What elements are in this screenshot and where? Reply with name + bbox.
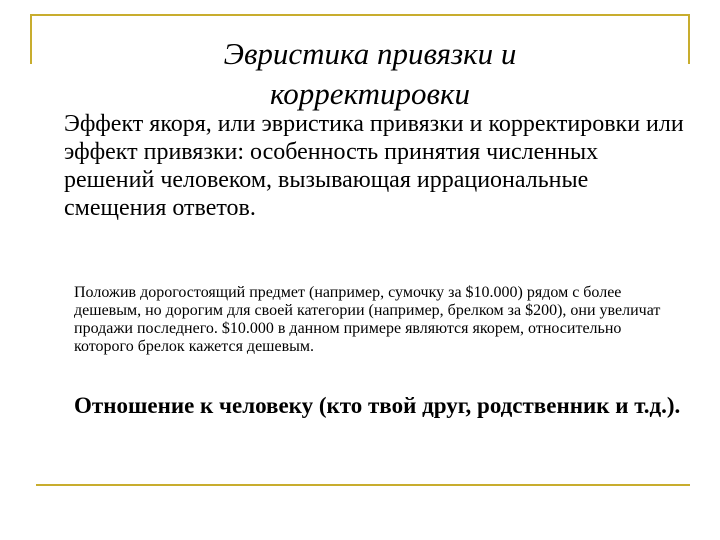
frame-top-line	[30, 14, 690, 16]
emphasis-text: Отношение к человеку (кто твой друг, родственник и т.д.).	[74, 393, 681, 418]
definition-text: Эффект якоря, или эвристика привязки и корректировки или эффект привязки: особенность принятия численных решений человеком, вызывающая иррациональные смещения ответов.	[64, 111, 684, 221]
frame-left-line	[30, 14, 32, 64]
slide-title: Эвристика привязки и корректировки	[223, 36, 517, 111]
example-text: Положив дорогостоящий предмет (например, сумочку за $10.000) рядом с более дешевым, но дорогим для своей категории (например, брелком за $200), они увеличат продажи последнего. $10.000 в данном примере являются якорем, относительно которого брелок кажется дешевым.	[74, 284, 661, 355]
frame-right-line	[688, 14, 690, 64]
frame-bottom-line	[36, 484, 690, 486]
